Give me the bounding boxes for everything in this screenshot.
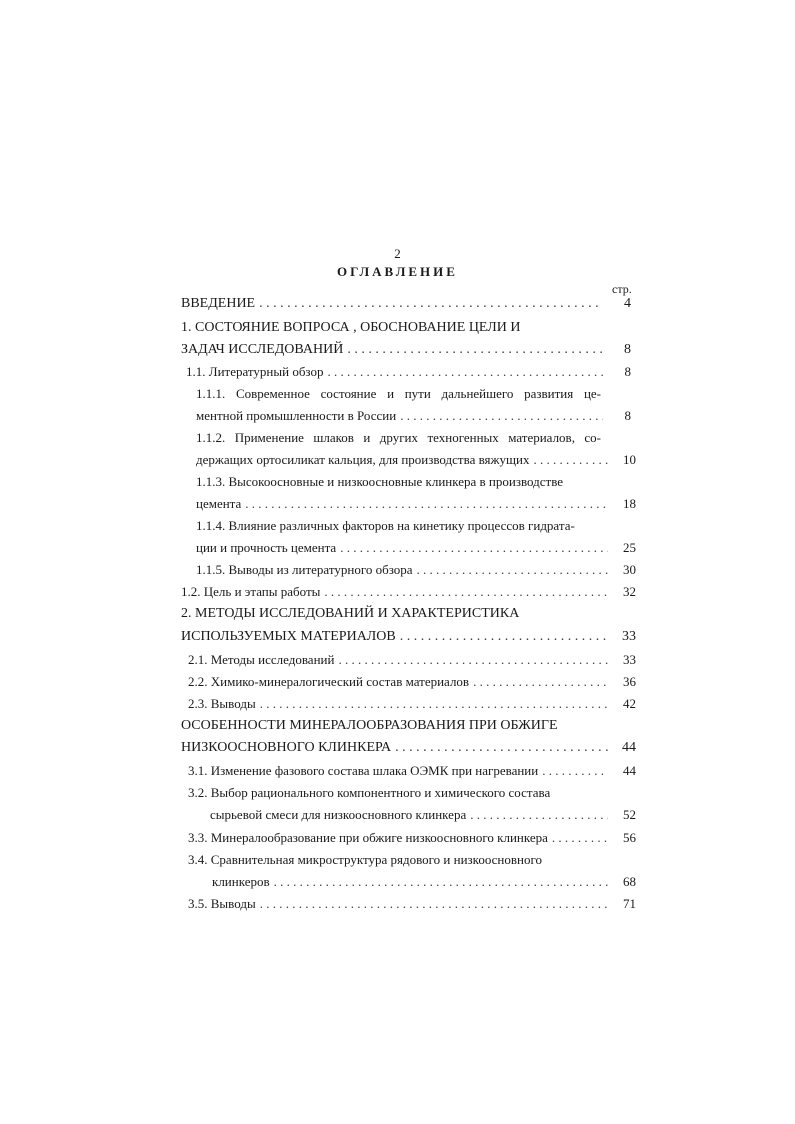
toc-entry-page: 8 <box>624 408 631 423</box>
toc-entry-text: 1.1.5. Выводы из литературного обзора <box>196 562 413 577</box>
toc-entry-3-3 <box>188 828 636 848</box>
toc-entry-1-1-2 <box>196 450 636 470</box>
toc-entry-text: 1.1.4. Влияние различных факторов на кинетику процессов гидрата- <box>196 518 575 533</box>
toc-entry-page: 4 <box>624 296 631 311</box>
toc-heading-chapter-1 <box>181 318 631 338</box>
toc-entry-chapter-1 <box>181 340 631 360</box>
toc-entry-page: 44 <box>623 763 636 778</box>
toc-entry-text: 1.1.2. Применение шлаков и других техногенных материалов, со- <box>196 430 601 445</box>
toc-leader-dots <box>552 828 608 848</box>
toc-entry-1-1-4 <box>196 538 636 558</box>
page-title: ОГЛАВЛЕНИЕ <box>337 264 458 279</box>
toc-entry-page: 8 <box>624 364 631 379</box>
toc-entry-text: 3.4. Сравнительная микроструктура рядового и низкоосновного <box>188 852 542 867</box>
toc-entry-page: 33 <box>623 652 636 667</box>
toc-entry-text: 3.2. Выбор рационального компонентного и химического состава <box>188 785 551 800</box>
toc-entry-text: 1.1.1. Современное состояние и пути дальнейшего развития це- <box>196 386 601 401</box>
toc-heading-3-4 <box>188 850 608 870</box>
toc-entry-text: цемента <box>196 496 242 511</box>
toc-entry-1-1 <box>186 362 631 382</box>
toc-entry-2-1 <box>188 650 636 670</box>
toc-leader-dots <box>417 560 608 580</box>
toc-leader-dots <box>400 627 608 647</box>
toc-entry-page: 36 <box>623 674 636 689</box>
toc-entry-text: 2.1. Методы исследований <box>188 652 335 667</box>
toc-leader-dots <box>328 362 604 382</box>
toc-heading-1-1-1 <box>196 384 601 404</box>
toc-entry-3-1 <box>188 761 636 781</box>
toc-entry-page: 30 <box>623 562 636 577</box>
toc-entry-text: ВВЕДЕНИЕ <box>181 296 256 311</box>
toc-entry-text: 1.1. Литературный обзор <box>186 364 324 379</box>
toc-leader-dots <box>395 738 608 758</box>
toc-entry-1-1-5 <box>196 560 636 580</box>
toc-entry-chapter-2 <box>181 627 636 647</box>
toc-entry-text: ментной промышленности в России <box>196 408 397 423</box>
toc-entry-page: 18 <box>623 496 636 511</box>
toc-entry-text: НИЗКООСНОВНОГО КЛИНКЕРА <box>181 740 392 755</box>
toc-entry-text: ЗАДАЧ ИССЛЕДОВАНИЙ <box>181 342 344 357</box>
toc-leader-dots <box>534 450 609 470</box>
toc-heading-chapter-2 <box>181 604 631 624</box>
toc-entry-text: 3.1. Изменение фазового состава шлака ОЭМК при нагревании <box>188 763 539 778</box>
toc-entry-page: 8 <box>624 342 631 357</box>
toc-entry-1-2 <box>181 582 636 602</box>
toc-entry-text: 2.2. Химико-минералогический состав материалов <box>188 674 470 689</box>
toc-leader-dots <box>338 650 608 670</box>
toc-entry-page: 68 <box>623 874 636 889</box>
toc-leader-dots <box>542 761 608 781</box>
toc-entry-text: 1. СОСТОЯНИЕ ВОПРОСА , ОБОСНОВАНИЕ ЦЕЛИ И <box>181 320 521 335</box>
toc-leader-dots <box>260 894 608 914</box>
toc-entry-page: 71 <box>623 896 636 911</box>
toc-entry-text: 3.3. Минералообразование при обжиге низкоосновного клинкера <box>188 830 548 845</box>
toc-heading-1-1-4 <box>196 516 616 536</box>
toc-heading-3-2 <box>188 783 608 803</box>
toc-entry-text: держащих ортосиликат кальция, для производства вяжущих <box>196 452 530 467</box>
toc-entry-page: 52 <box>623 807 636 822</box>
toc-entry-text: 1.1.3. Высокоосновные и низкоосновные клинкера в производстве <box>196 474 564 489</box>
toc-entry-3-5 <box>188 894 636 914</box>
toc-entry-chapter-3 <box>181 738 636 758</box>
toc-entry-page: 56 <box>623 830 636 845</box>
toc-entry-text: ции и прочность цемента <box>196 540 337 555</box>
toc-leader-dots <box>340 538 608 558</box>
toc-leader-dots <box>400 406 603 426</box>
toc-leader-dots <box>470 805 608 825</box>
toc-leader-dots <box>473 672 608 692</box>
toc-entry-intro <box>181 294 631 314</box>
toc-entry-text: 1.2. Цель и этапы работы <box>181 584 321 599</box>
toc-entry-2-3 <box>188 694 636 714</box>
toc-entry-text: ИСПОЛЬЗУЕМЫХ МАТЕРИАЛОВ <box>181 629 396 644</box>
toc-heading-1-1-3 <box>196 472 601 492</box>
toc-entry-2-2 <box>188 672 636 692</box>
page-number: 2 <box>394 246 401 261</box>
toc-entry-3-4 <box>212 872 636 892</box>
toc-leader-dots <box>274 872 608 892</box>
toc-leader-dots <box>260 694 608 714</box>
toc-heading-chapter-3 <box>181 716 631 736</box>
toc-entry-3-2 <box>210 805 636 825</box>
page-column-header: стр. <box>612 282 632 296</box>
toc-leader-dots <box>259 294 603 314</box>
toc-leader-dots <box>347 340 603 360</box>
toc-leader-dots <box>324 582 608 602</box>
toc-entry-page: 32 <box>623 584 636 599</box>
toc-heading-1-1-2 <box>196 428 601 448</box>
toc-entry-page: 44 <box>622 740 636 755</box>
toc-entry-page: 42 <box>623 696 636 711</box>
toc-entry-text: 3.5. Выводы <box>188 896 256 911</box>
toc-leader-dots <box>245 494 608 514</box>
toc-entry-text: сырьевой смеси для низкоосновного клинкера <box>210 807 467 822</box>
toc-entry-text: 2.3. Выводы <box>188 696 256 711</box>
toc-entry-text: клинкеров <box>212 874 270 889</box>
toc-entry-1-1-3 <box>196 494 636 514</box>
toc-entry-1-1-1 <box>196 406 631 426</box>
toc-entry-text: ОСОБЕННОСТИ МИНЕРАЛООБРАЗОВАНИЯ ПРИ ОБЖИГЕ <box>181 718 558 733</box>
toc-entry-text: 2. МЕТОДЫ ИССЛЕДОВАНИЙ И ХАРАКТЕРИСТИКА <box>181 606 520 621</box>
toc-entry-page: 25 <box>623 540 636 555</box>
toc-entry-page: 10 <box>623 452 636 467</box>
toc-entry-page: 33 <box>622 629 636 644</box>
